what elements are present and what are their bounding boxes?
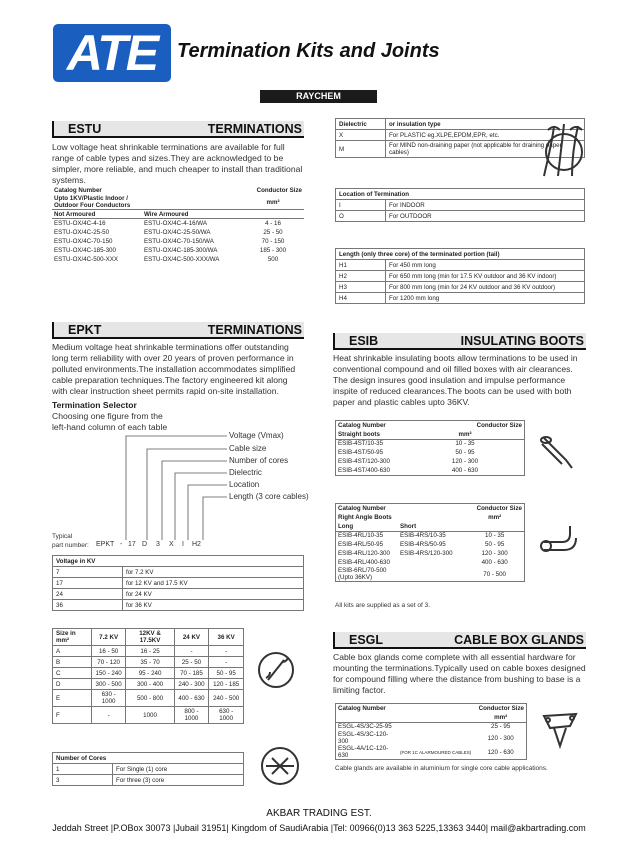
esib-note: All kits are supplied as a set of 3. (335, 602, 431, 609)
typical-part-number: EPKT - 17 D 3 X I H2 (96, 541, 201, 548)
epkt-description: Medium voltage heat shrinkable terminations offer outstanding long term reliability with over 20 years of proven performance in polluted environments.The installation accommodates simplified cable preparation techniques.The factory engineered kit along with clear instruction sheet permits rapid on-site installation. (52, 342, 296, 396)
selector-text-2: left-hand column of each table (52, 422, 168, 432)
cores-table: Number of Cores 1 For Single (1) core 3 For three (3) core (52, 752, 244, 786)
size-row: A 16 - 50 16 - 25 - - (53, 646, 244, 657)
length-row: H2 For 650 mm long (min for 17.5 KV outdoor and 36 KV indoor) (336, 271, 585, 282)
estu-table-row: ESTU-OX/4C-25-50 ESTU-OX/4C-25-50/WA 25 - 50 (54, 228, 283, 236)
esgl-heading: CABLE BOX GLANDS (454, 632, 584, 647)
size-header-cell: 36 KV (209, 629, 244, 646)
esib-angle-row: ESIB-4RL/400-630 400 - 630 (338, 559, 508, 566)
selector-label-length: Length (3 core cables) (229, 492, 309, 501)
brand-label: RAYCHEM (260, 90, 377, 103)
length-row: H3 For 800 mm long (min for 24 KV outdoor and 36 KV outdoor) (336, 282, 585, 293)
typical-label-2: part number: (52, 542, 89, 549)
location-row: O For OUTDOOR (336, 211, 585, 222)
size-row: B 70 - 120 35 - 70 25 - 50 - (53, 657, 244, 668)
esib-angle-table: Catalog Number Conductor Size Right Angle Boots mm² Long Short ESIB-4RL/10-35 ESIB-4RS/10-35 10 - 35 ESIB-4RL/50-95 ESIB-4RS/50-95 50 - 95 ESIB-4RL/120-300 ESIB-4RS/120-300 120 - 300 ESIB-4RL/400-630 400 - 630 ESIB-6RL/70-500 (Upto 36KV) 70 - 500 (335, 503, 525, 582)
estu-heading: TERMINATIONS (207, 121, 302, 136)
esib-angle-row: ESIB-4RL/120-300 ESIB-4RS/120-300 120 - 300 (338, 550, 508, 557)
estu-table-row: ESTU-OX/4C-500-XXX ESTU-OX/4C-500-XXX/WA 500 (54, 255, 279, 263)
voltage-row: 17 for 12 KV and 17.5 KV (53, 578, 304, 589)
cable-gland-icon (540, 706, 580, 755)
estu-code: ESTU (68, 121, 102, 136)
length-row: H1 For 450 mm long (336, 260, 585, 271)
esgl-section-header (333, 632, 586, 649)
esib-angle-row: ESIB-4RL/10-35 ESIB-4RS/10-35 10 - 35 (338, 532, 505, 540)
cores-row: 3 For three (3) core (53, 775, 244, 786)
estu-table-row: ESTU-OX/4C-4-16 ESTU-OX/4C-4-16/WA 4 - 16 (54, 219, 281, 227)
selector-label-location: Location (229, 480, 260, 489)
esgl-note: Cable glands are available in aluminium for single core cable applications. (335, 765, 548, 772)
esgl-table: Catalog Number Conductor Size mm² ESGL-4S/3C-25-95 25 - 95 ESGL-4S/3C-120-300 120 - 300 ESGL-4A/1C-120-630 (FOR 1C ALARMOURED CABLES) 120 - 630 (335, 703, 527, 760)
size-header-cell: 7.2 KV (91, 629, 126, 646)
voltage-row: 7 for 7.2 KV (53, 567, 304, 578)
selector-text-1: Choosing one figure from the (52, 411, 163, 421)
footer-address: Jeddah Street |P.OBox 30073 |Jubail 31951| Kingdom of SaudiArabia |Tel: 00966(0)13 363 5225,13363 3440| mail@akbartrading.com (52, 823, 586, 833)
size-header-cell: 24 KV (174, 629, 209, 646)
right-angle-boot-icon (540, 524, 580, 565)
esgl-row: ESGL-4S/3C-120-300 120 - 300 (338, 731, 514, 745)
esib-straight-row: ESIB-4ST/10-35 10 - 35 (338, 440, 475, 448)
size-header-cell: Size in mm² (53, 629, 92, 646)
location-row: I For INDOOR (336, 200, 585, 211)
voltage-row: 36 for 36 KV (53, 600, 304, 611)
typical-label: Typical (52, 533, 73, 540)
company-logo: ATE (53, 24, 171, 82)
esib-straight-row: ESIB-4ST/400-630 400 - 630 (338, 467, 479, 474)
esgl-row: ESGL-4S/3C-25-95 25 - 95 (338, 723, 511, 731)
esib-angle-row: ESIB-6RL/70-500 (Upto 36KV) 70 - 500 (338, 567, 506, 581)
esgl-description: Cable box glands come complete with all essential hardware for mounting the terminations.Typically used on cable boxes designed for compound filling where the distance from bushing to base is a limiting factor. (333, 652, 586, 695)
esib-code: ESIB (349, 333, 379, 348)
cable-cores-icon (258, 746, 302, 791)
selector-label-dielectric: Dielectric (229, 468, 262, 477)
size-table (52, 628, 244, 724)
selector-label-cores: Number of cores (229, 456, 289, 465)
estu-table-row: ESTU-OX/4C-70-150 ESTU-OX/4C-70-150/WA 70 - 150 (54, 237, 285, 245)
esib-section-header (333, 333, 586, 350)
esib-straight-row: ESIB-4ST/120-300 120 - 300 (338, 458, 479, 465)
dielectric-row: M For MIND non-draining paper (not applicable for draining paper cables) (336, 141, 585, 158)
epkt-code: EPKT (68, 322, 102, 337)
dielectric-table: Dielectric or insulation type X For PLASTIC eg.XLPE,EPDM,EPR, etc. M For MIND non-draining paper (not applicable for draining paper cables) (335, 118, 585, 158)
estu-table: Catalog Number Conductor Size Upto 1KV/Plastic Indoor / Outdoor Four Conductors mm² Not Armoured Wire Armoured ESTU-OX/4C-4-16 ESTU-OX/4C-4-16/WA 4 - 16 ESTU-OX/4C-25-50 ESTU-OX/4C-25-50/WA 25 - 50 ESTU-OX/4C-70-150 ESTU-OX/4C-70-150/WA 70 - 150 ESTU-OX/4C-185-300 ESTU-OX/4C-185-300/WA 185 - 300 ESTU-OX/4C-500-XXX ESTU-OX/4C-500-XXX/WA 500 (54, 187, 302, 263)
size-row: D 300 - 500 300 - 400 240 - 300 120 - 185 (53, 679, 244, 690)
esib-straight-row: ESIB-4ST/50-95 50 - 95 (338, 449, 475, 456)
selector-label-cable-size: Cable size (229, 444, 267, 453)
length-table: Length (only three core) of the terminated portion (tail) H1 For 450 mm long H2 For 650 mm long (min for 17.5 KV outdoor and 36 KV indoor) H3 For 800 mm long (min for 24 KV outdoor and 36 KV outdoor) H4 For 1200 mm long (335, 248, 585, 304)
size-row: E 630 - 1000 500 - 800 400 - 630 240 - 500 (53, 690, 244, 707)
esib-angle-row: ESIB-4RL/50-95 ESIB-4RS/50-95 50 - 95 (338, 541, 505, 548)
footer-company: AKBAR TRADING EST. (266, 808, 372, 819)
selector-label-voltage: Voltage (Vmax) (229, 431, 284, 440)
esib-straight-table: Catalog Number Conductor Size Straight boots mm² ESIB-4ST/10-35 10 - 35 ESIB-4ST/50-95 50 - 95 ESIB-4ST/120-300 120 - 300 ESIB-4ST/400-630 400 - 630 (335, 420, 525, 476)
cable-termination-icon (256, 650, 296, 695)
epkt-heading: TERMINATIONS (207, 322, 302, 337)
esgl-row: ESGL-4A/1C-120-630 (FOR 1C ALARMOURED CABLES) 120 - 630 (338, 745, 514, 759)
length-row: H4 For 1200 mm long (336, 293, 585, 304)
straight-boot-icon (540, 432, 576, 477)
estu-description: Low voltage heat shrinkable terminations are available for full range of cable types and sizes.They are acknowledged to be simpler, more reliable, and much cheaper to install than traditional systems. (52, 142, 303, 185)
esib-description: Heat shrinkable insulating boots allow terminations to be used in conventional compound and oil filled boxes with air clearances. The design insures good insulation and impulse performance inspite of reduced clearances.The boots can be used with both paper and plastic cables upto 36KV. (333, 353, 578, 407)
size-row: C 150 - 240 95 - 240 70 - 185 50 - 95 (53, 668, 244, 679)
esgl-code: ESGL (349, 632, 384, 647)
cores-row: 1 For Single (1) core (53, 764, 244, 775)
size-header-cell: 12KV & 17.5KV (126, 629, 174, 646)
dielectric-row: X For PLASTIC eg.XLPE,EPDM,EPR, etc. (336, 130, 585, 141)
location-table: Location of Termination I For INDOOR O For OUTDOOR (335, 188, 585, 222)
selector-title: Termination Selector (52, 400, 137, 410)
page-title: Termination Kits and Joints (177, 40, 440, 62)
esib-heading: INSULATING BOOTS (460, 333, 584, 348)
size-row: F - 1000 800 - 1000 630 - 1000 (53, 707, 244, 724)
voltage-table: Voltage in KV 7 for 7.2 KV 17 for 12 KV and 17.5 KV 24 for 24 KV 36 for 36 KV (52, 555, 304, 611)
estu-table-row: ESTU-OX/4C-185-300 ESTU-OX/4C-185-300/WA 185 - 300 (54, 246, 287, 254)
voltage-row: 24 for 24 KV (53, 589, 304, 600)
